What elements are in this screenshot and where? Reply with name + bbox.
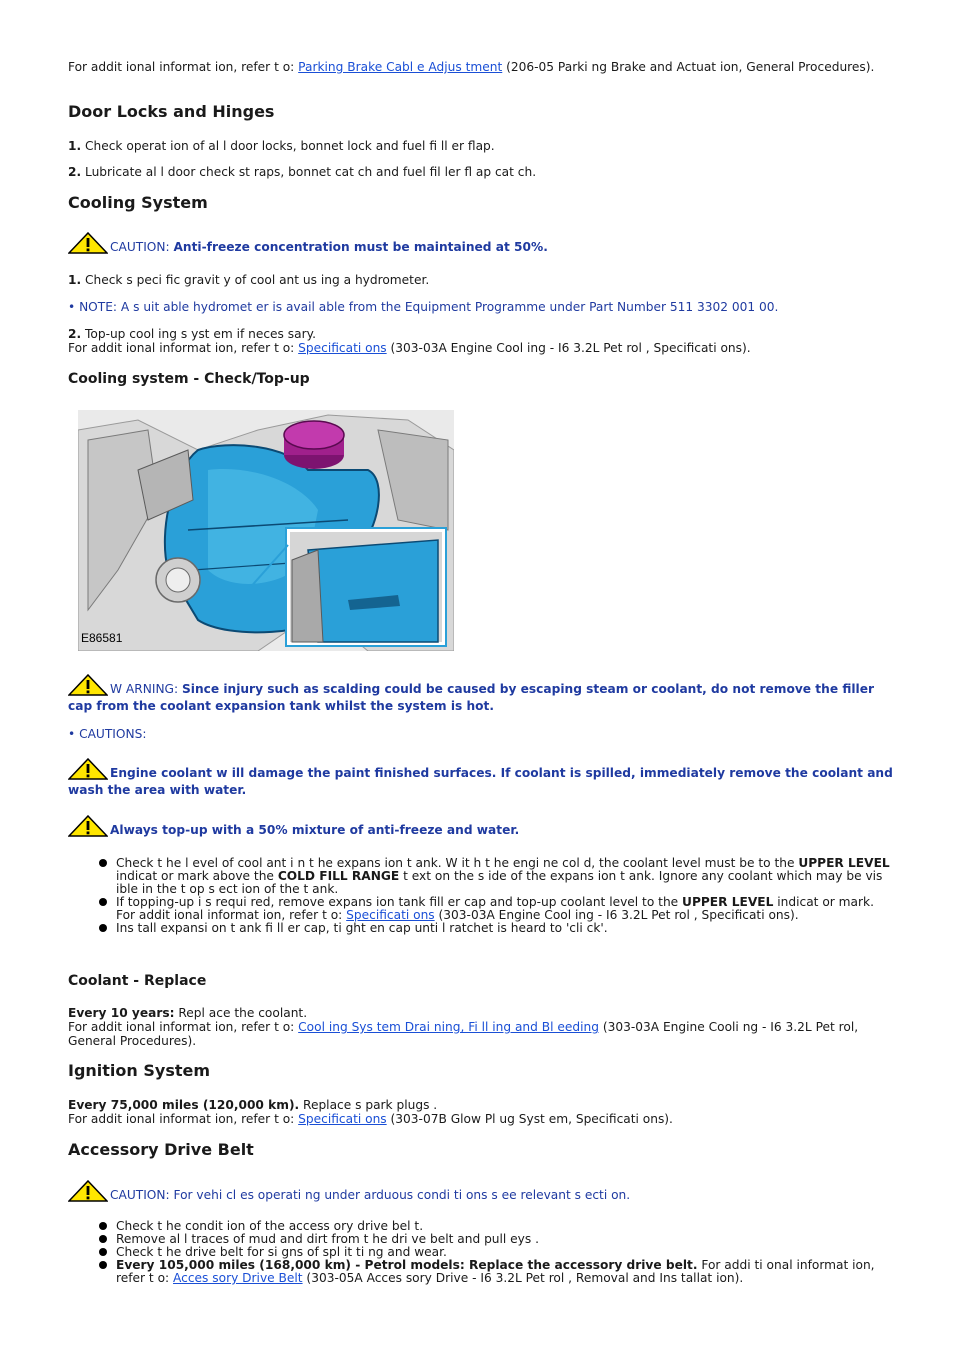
belt-caution (68, 1180, 898, 1205)
caution-label: CAUTION: (110, 240, 174, 254)
topup-caution-2 (68, 815, 898, 840)
text: If topping-up i s requi red, remove expans ion tank fill er cap and top-up coolant level to the (116, 895, 683, 909)
intro-prefix: For addit ional informat ion, refer t o: (68, 60, 299, 74)
text: Ins tall expansi on t ank fi ll er cap, ti ght en cap unti l ratchet is heard to 'cli ck'. (116, 921, 608, 935)
step-text: Check operat ion of al l door locks, bonnet lock and fuel fi ll er flap. (81, 139, 495, 153)
interval-label: Every 75,000 miles (120,000 km). (68, 1098, 300, 1112)
list-item (116, 1259, 898, 1285)
list-item (116, 896, 898, 922)
text: Replace s park plugs . (299, 1098, 438, 1112)
warning-label: W ARNING: (110, 682, 182, 696)
belt-list (68, 1220, 898, 1285)
text: For addi ti onal informat ion, refer t o: (116, 1258, 875, 1285)
step-number: 1. (68, 273, 82, 287)
cautions-label (68, 727, 898, 741)
text: Check t he condit ion of the access ory drive bel t. (116, 1219, 424, 1233)
warning-triangle-icon (68, 674, 108, 699)
caution-text: Anti-freeze concentration must be maintained at 50%. (173, 240, 548, 254)
warning-triangle-icon (68, 758, 108, 783)
intro-suffix: (206-05 Parki ng Brake and Actuat ion, General Procedures). (502, 60, 875, 74)
topup-bullets (68, 857, 898, 935)
ignition-body (68, 1098, 898, 1126)
coolant-section (68, 972, 898, 990)
warning-triangle-icon (68, 815, 108, 840)
note-text: • NOTE: A s uit able hydromet er is avail able from the Equipment Programme under Part Number 511 3302 001 00. (68, 300, 779, 314)
cooling-section (68, 193, 898, 213)
topup-heading: Cooling system - Check/Top-up (68, 371, 310, 387)
coolant-tank-illustration (78, 410, 454, 651)
warning-triangle-icon (68, 232, 108, 257)
text: indicat or mark above the (116, 869, 278, 883)
ref-prefix: For addit ional informat ion, refer t o: (68, 1020, 299, 1034)
figure-label: E86581 (81, 631, 123, 645)
warning-triangle-icon (68, 1180, 108, 1205)
door-heading: Door Locks and Hinges (68, 102, 275, 121)
text: Repl ace the coolant. (174, 1006, 308, 1020)
step-text: Top-up cool ing s yst em if neces sary. (81, 327, 316, 341)
specifications-link[interactable]: Specificati ons (298, 1112, 387, 1126)
caution-text: CAUTION: For vehi cl es operati ng under arduous condi ti ons s ee relevant s ecti on. (110, 1188, 631, 1202)
cooling-step-1 (68, 273, 898, 287)
step-text: Check s peci fic gravit y of cool ant us ing a hydrometer. (81, 273, 430, 287)
ignition-section (68, 1061, 898, 1081)
step-number: 1. (68, 139, 82, 153)
interval-label: Every 105,000 miles (168,000 km) - Petrol models: Replace the accessory drive belt. (116, 1258, 698, 1272)
caution-text: Engine coolant w ill damage the paint finished surfaces. If coolant is spilled, immediately remove the coolant and wash the area with water. (68, 766, 893, 797)
step-text: Lubricate al l door check st raps, bonnet cat ch and fuel fil ler fl ap cat ch. (81, 165, 537, 179)
specifications-link[interactable]: Specificati ons (346, 908, 435, 922)
accessory-drive-belt-link[interactable]: Acces sory Drive Belt (173, 1271, 303, 1285)
text: t ext on the s ide of the expans ion t ank. Ignore any coolant which may be vis ible in the t op s ect ion of the t ank. (116, 869, 883, 896)
coolant-heading: Coolant - Replace (68, 973, 207, 989)
door-step-1 (68, 139, 898, 153)
caution-text: Always top-up with a 50% mixture of anti-freeze and water. (110, 823, 520, 837)
ref-suffix: (303-03A Engine Cool ing - I6 3.2L Pet rol , Specificati ons). (386, 341, 751, 355)
ref-suffix: (303-03A Engine Cool ing - I6 3.2L Pet rol , Specificati ons). (434, 908, 799, 922)
intro-paragraph (68, 60, 898, 74)
cooling-heading: Cooling System (68, 193, 208, 212)
cooling-caution (68, 232, 898, 257)
door-step-2 (68, 165, 898, 179)
parking-brake-link[interactable]: Parking Brake Cabl e Adjus tment (298, 60, 503, 74)
list-item (116, 922, 898, 935)
topup-section (68, 370, 898, 388)
ref-suffix: (303-03A Engine Cooli ng - I6 3.2L Pet rol, General Procedures). (68, 1020, 859, 1048)
step-number: 2. (68, 327, 82, 341)
text: Remove al l traces of mud and dirt from t he dri ve belt and pull eys . (116, 1232, 539, 1246)
text: UPPER LEVEL (682, 895, 774, 909)
cooling-note (68, 300, 898, 314)
topup-list (68, 857, 898, 935)
specifications-link[interactable]: Specificati ons (298, 341, 387, 355)
interval-label: Every 10 years: (68, 1006, 175, 1020)
door-section (68, 102, 898, 122)
belt-section (68, 1140, 898, 1160)
ref-suffix: (303-07B Glow Pl ug Syst em, Specificati ons). (386, 1112, 673, 1126)
cautions-heading: • CAUTIONS: (68, 727, 147, 741)
topup-warning (68, 674, 898, 713)
cooling-system-draining-link[interactable]: Cool ing Sys tem Drai ning, Fi ll ing and Bl eeding (298, 1020, 599, 1034)
belt-bullets (68, 1220, 898, 1285)
text: COLD FILL RANGE (277, 869, 400, 883)
step-number: 2. (68, 165, 82, 179)
ignition-heading: Ignition System (68, 1061, 211, 1080)
ref-suffix: (303-05A Acces sory Drive - I6 3.2L Pet rol , Removal and Ins tallat ion). (302, 1271, 744, 1285)
ref-prefix: For addit ional informat ion, refer t o: (68, 1112, 299, 1126)
topup-caution-1 (68, 758, 898, 797)
list-item (116, 857, 898, 896)
warning-text: Since injury such as scalding could be caused by escaping steam or coolant, do not remove the filler cap from the coolant expansion tank whilst the system is hot. (68, 682, 874, 713)
ref-prefix: For addit ional informat ion, refer t o: (68, 341, 299, 355)
text: Check t he l evel of cool ant i n t he expans ion t ank. W it h t he engi ne col d, the coolant level must be to the (116, 856, 799, 870)
cooling-step-2 (68, 327, 898, 355)
belt-heading: Accessory Drive Belt (68, 1140, 254, 1159)
text: UPPER LEVEL (798, 856, 890, 870)
coolant-body (68, 1006, 898, 1048)
text: Check t he drive belt for si gns of spl it ti ng and wear. (116, 1245, 447, 1259)
text: indicat or mark. (773, 895, 874, 909)
ref-prefix: For addit ional informat ion, refer t o: (116, 908, 347, 922)
